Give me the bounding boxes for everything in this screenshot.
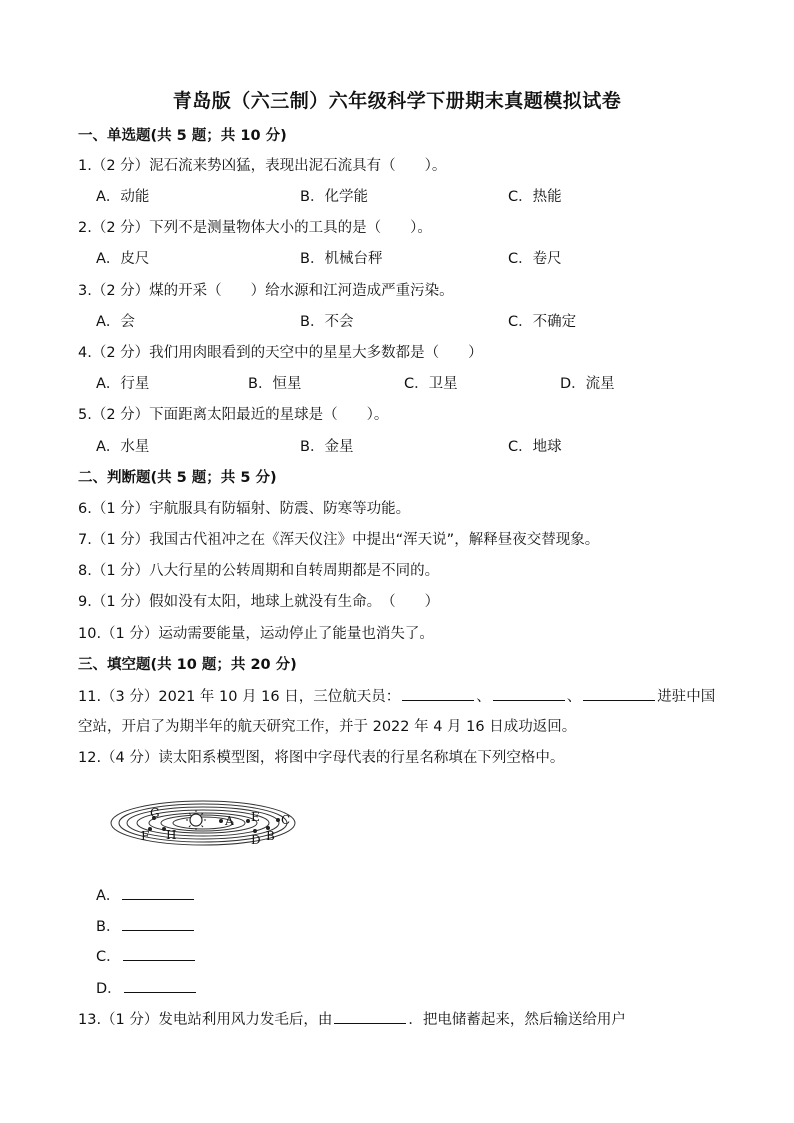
option-4d: D．流星 [560, 376, 615, 392]
question-3: 3.（2 分）煤的开采（ ）给水源和江河造成严重污染。 [78, 283, 454, 299]
option-5b: B．金星 [300, 439, 354, 455]
section-heading-1: 一、单选题(共 5 题；共 10 分) [78, 128, 287, 144]
option-4a: A．行星 [96, 376, 150, 392]
answer-line-d [96, 978, 198, 999]
option-5c: C．地球 [508, 439, 562, 455]
solar-system-diagram [108, 796, 308, 858]
planet-label-f: F [141, 829, 150, 843]
planet-label-c: C [281, 813, 291, 827]
question-2: 2.（2 分）下列不是测量物体大小的工具的是（ ）。 [78, 220, 432, 236]
option-4b: B．恒星 [248, 376, 302, 392]
answer-label: B． [96, 919, 121, 935]
planet-label-a: A [225, 814, 234, 828]
option-3a: A．会 [96, 314, 135, 330]
question-4: 4.（2 分）我们用肉眼看到的天空中的星星大多数都是（ ） [78, 345, 483, 361]
question-11-line-2: 空站，开启了为期半年的航天研究工作，并于 2022 年 4 月 16 日成功返回。 [78, 719, 577, 735]
planet-dot [219, 819, 223, 823]
answer-line-b [96, 916, 196, 937]
answer-blank[interactable] [493, 686, 565, 701]
question-1: 1.（2 分）泥石流来势凶猛，表现出泥石流具有（ ）。 [78, 158, 447, 174]
option-2a: A．皮尺 [96, 251, 150, 267]
question-13-text: 13.（1 分）发电站利用风力发毛后，由 [78, 1012, 333, 1028]
planet-label-g: G [150, 806, 160, 820]
section-heading-3: 三、填空题(共 10 题；共 20 分) [78, 657, 297, 673]
answer-line-c [96, 946, 197, 967]
planet-dot [246, 819, 250, 823]
orbit-ring [173, 817, 233, 829]
question-11-text-end: 进驻中国 [657, 689, 716, 705]
option-2c: C．卷尺 [508, 251, 562, 267]
question-10: 10.（1 分）运动需要能量，运动停止了能量也消失了。 [78, 626, 434, 642]
answer-blank[interactable] [583, 686, 655, 701]
question-6: 6.（1 分）宇航服具有防辐射、防震、防寒等功能。 [78, 501, 411, 517]
question-13 [78, 1009, 626, 1030]
answer-blank[interactable] [124, 978, 196, 993]
question-12: 12.（4 分）读太阳系模型图，将图中字母代表的行星名称填在下列空格中。 [78, 750, 565, 766]
answer-label: C． [96, 949, 121, 965]
separator: 、 [566, 689, 582, 705]
answer-blank[interactable] [122, 885, 194, 900]
planet-label-d: D [251, 833, 261, 847]
question-8: 8.（1 分）八大行星的公转周期和自转周期都是不同的。 [78, 563, 440, 579]
answer-line-a [96, 885, 196, 906]
question-9: 9.（1 分）假如没有太阳，地球上就没有生命。 （ ） [78, 594, 440, 610]
option-1c: C．热能 [508, 189, 562, 205]
section-heading-2: 二、判断题(共 5 题；共 5 分) [78, 470, 277, 486]
option-1a: A．动能 [96, 189, 150, 205]
planet-label-h: H [166, 828, 177, 842]
planet-label-e: E [251, 810, 260, 824]
separator: 、 [476, 689, 491, 705]
question-5: 5.（2 分）下面距离太阳最近的星球是（ ）。 [78, 407, 389, 423]
option-3c: C．不确定 [508, 314, 577, 330]
page-title: 青岛版（六三制）六年级科学下册期末真题模拟试卷 [172, 90, 622, 112]
answer-blank[interactable] [334, 1009, 406, 1024]
option-2b: B．机械台秤 [300, 251, 383, 267]
question-7: 7.（1 分）我国古代祖冲之在《浑天仪注》中提出“浑天说”，解释昼夜交替现象。 [78, 532, 600, 548]
option-3b: B．不会 [300, 314, 354, 330]
planet-dot [276, 818, 280, 822]
question-11 [78, 686, 715, 707]
answer-label: D． [96, 981, 122, 997]
answer-blank[interactable] [402, 686, 474, 701]
answer-label: A． [96, 888, 121, 904]
option-1b: B．化学能 [300, 189, 368, 205]
planet-label-b: B [266, 829, 275, 843]
option-5a: A．水星 [96, 439, 150, 455]
question-11-text: 11.（3 分）2021 年 10 月 16 日，三位航天员： [78, 689, 401, 705]
option-4c: C．卫星 [404, 376, 458, 392]
answer-blank[interactable] [122, 916, 194, 931]
answer-blank[interactable] [123, 946, 195, 961]
question-13-text-end: ．把电储蓄起来，然后输送给用户 [408, 1012, 626, 1028]
